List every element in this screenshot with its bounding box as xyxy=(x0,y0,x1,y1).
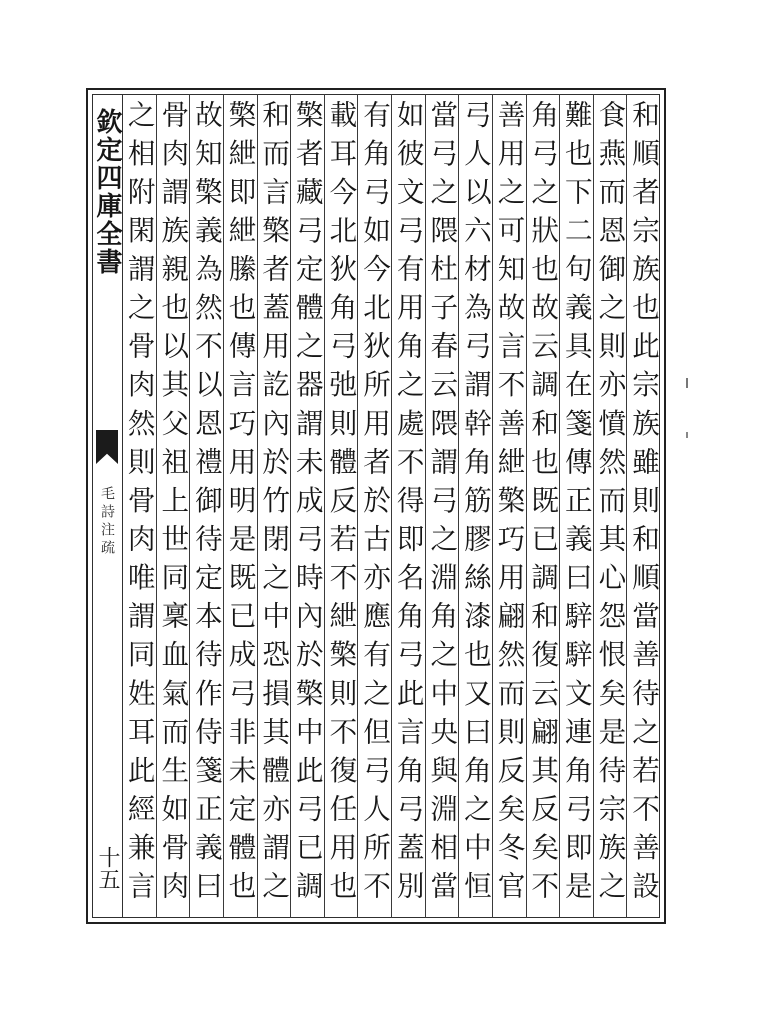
text-column-13: 檠紲即紲縢也傳言巧用明是既已成弓非未定體也 xyxy=(223,100,257,910)
column-rule xyxy=(223,94,224,918)
column-rule xyxy=(626,94,627,918)
column-rule xyxy=(425,94,426,918)
text-column-14: 故知檠義為然不以恩禮御待定本待作侍箋正義曰 xyxy=(189,100,223,910)
column-rule xyxy=(559,94,560,918)
text-column-15: 骨肉謂族親也以其父祖上世同稟血氣而生如骨肉 xyxy=(156,100,190,910)
column-rule xyxy=(357,94,358,918)
column-rule xyxy=(391,94,392,918)
book-title: 毛詩注疏 xyxy=(99,486,115,558)
column-rule xyxy=(189,94,190,918)
column-rule xyxy=(156,94,157,918)
text-column-5: 善用之可知故言不善紲檠巧用翩然而則反矣冬官 xyxy=(492,100,526,910)
text-column-1: 和順者宗族也此宗族雖則和順當善待之若不善設 xyxy=(627,100,660,910)
column-rule xyxy=(458,94,459,918)
text-column-4: 角弓之狀也故云調和也既已調和復云翩其反矣不 xyxy=(526,100,560,910)
collection-title: 欽定四庫全書 xyxy=(92,108,122,276)
text-column-2: 食燕而恩御之則亦憤然而其心怨恨矣是待宗族之 xyxy=(593,100,627,910)
column-rule xyxy=(257,94,258,918)
fish-tail-mark-icon xyxy=(96,430,118,464)
text-column-16: 之相附閑謂之骨肉然則骨肉唯謂同姓耳此經兼言 xyxy=(122,100,156,910)
page-speck xyxy=(686,432,688,438)
column-rule xyxy=(593,94,594,918)
text-column-3: 難也下二句義具在箋傳正義曰騂騂文連角弓即是 xyxy=(559,100,593,910)
text-column-6: 弓人以六材為弓謂幹角筋膠絲漆也又曰角之中恒 xyxy=(458,100,492,910)
column-rule xyxy=(492,94,493,918)
page-speck xyxy=(686,378,688,388)
center-margin-strip xyxy=(92,94,123,918)
text-column-8: 如彼文弓有用角之處不得即名角弓此言角弓蓋別 xyxy=(391,100,425,910)
text-column-7: 當弓之隈杜子春云隈謂弓之淵角之中央與淵相當 xyxy=(425,100,459,910)
page-number: 十五 xyxy=(95,846,120,890)
column-rule xyxy=(526,94,527,918)
text-column-12: 和而言檠者蓋用訖內於竹閉之中恐損其體亦謂之 xyxy=(257,100,291,910)
column-rule xyxy=(290,94,291,918)
column-rule xyxy=(324,94,325,918)
text-column-10: 載耳今北狄角弓弛則體反若不紲檠則不復任用也 xyxy=(324,100,358,910)
text-column-9: 有角弓如今北狄所用者於古亦應有之但弓人所不 xyxy=(358,100,391,910)
text-column-11: 檠者藏弓定體之器謂未成弓時內於檠中此弓已調 xyxy=(290,100,324,910)
